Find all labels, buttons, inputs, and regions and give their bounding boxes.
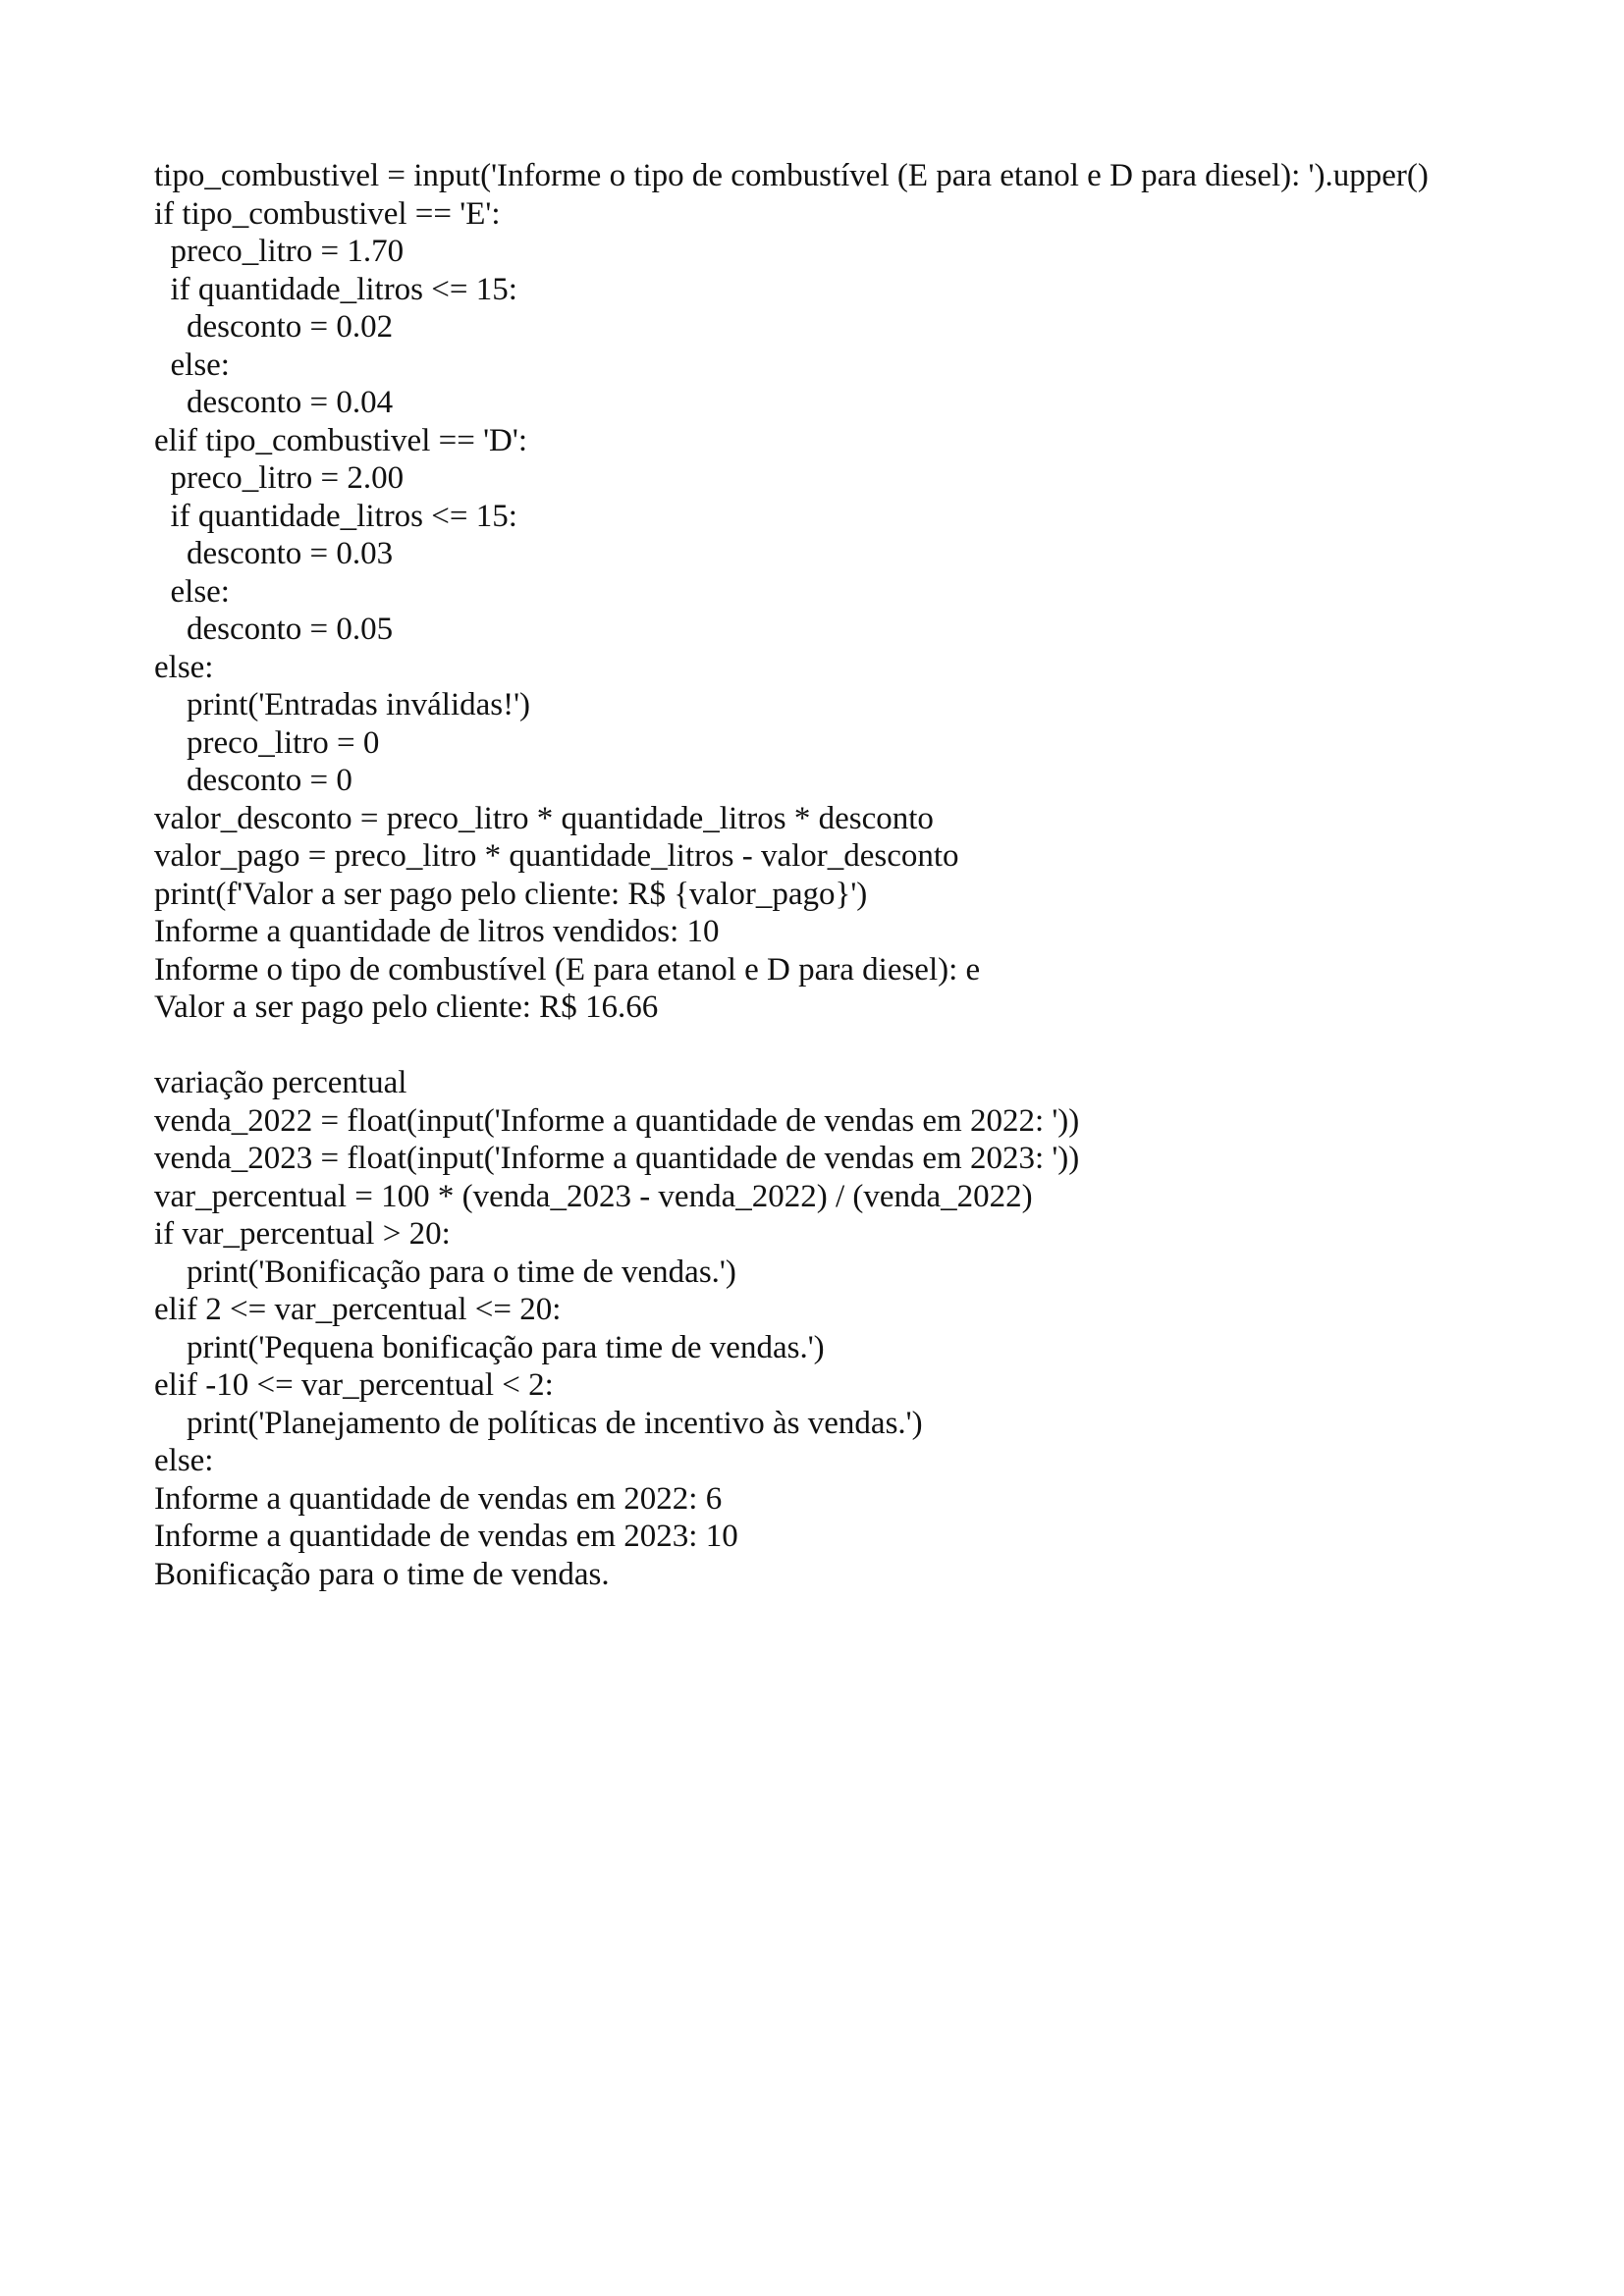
- text-line: Informe a quantidade de vendas em 2023: 10: [154, 1519, 738, 1554]
- text-line: desconto = 0.05: [154, 612, 394, 647]
- sales-code-section: [154, 1064, 1568, 1593]
- blank-line: [154, 1027, 1568, 1065]
- document-body: [154, 157, 1568, 1593]
- text-line: if tipo_combustivel == 'E':: [154, 195, 501, 232]
- text-line: print(f'Valor a ser pago pelo cliente: R$ {valor_pago}'): [154, 876, 868, 912]
- text-line: valor_desconto = preco_litro * quantidade_litros * desconto: [154, 800, 934, 836]
- text-line: var_percentual = 100 * (venda_2023 - venda_2022) / (venda_2022): [154, 1178, 1033, 1214]
- text-line: else:: [154, 573, 230, 610]
- text-line: desconto = 0: [154, 763, 352, 798]
- text-line: Informe o tipo de combustível (E para etanol e D para diesel): e: [154, 951, 981, 988]
- text-line: preco_litro = 0: [154, 724, 380, 761]
- text-line: desconto = 0.04: [154, 385, 394, 420]
- text-line: else:: [154, 1443, 214, 1478]
- text-line: preco_litro = 2.00: [154, 460, 405, 496]
- text-line: Valor a ser pago pelo cliente: R$ 16.66: [154, 989, 659, 1025]
- text-line: else:: [154, 649, 214, 685]
- text-line: elif tipo_combustivel == 'D':: [154, 422, 527, 458]
- text-line: if quantidade_litros <= 15:: [154, 271, 517, 307]
- text-line: print('Entradas inválidas!'): [154, 687, 531, 722]
- text-line: Informe a quantidade de litros vendidos: 10: [154, 914, 720, 949]
- text-line: venda_2022 = float(input('Informe a quantidade de vendas em 2022: ')): [154, 1102, 1080, 1139]
- text-line: venda_2023 = float(input('Informe a quantidade de vendas em 2023: ')): [154, 1141, 1080, 1176]
- text-line: preco_litro = 1.70: [154, 234, 405, 269]
- text-line: tipo_combustivel = input('Informe o tipo de combustível (E para etanol e D para diesel): ').upper(): [154, 158, 1429, 193]
- text-line: valor_pago = preco_litro * quantidade_litros - valor_desconto: [154, 838, 959, 874]
- fuel-code-section: [154, 157, 1568, 1027]
- text-line: print('Planejamento de políticas de incentivo às vendas.'): [154, 1405, 923, 1441]
- section-heading: variação percentual: [154, 1065, 407, 1100]
- text-line: elif -10 <= var_percentual < 2:: [154, 1367, 554, 1403]
- text-line: else:: [154, 347, 230, 383]
- text-line: if quantidade_litros <= 15:: [154, 498, 517, 534]
- text-line: print('Bonificação para o time de vendas.'): [154, 1254, 736, 1290]
- text-line: desconto = 0.02: [154, 309, 394, 345]
- text-line: if var_percentual > 20:: [154, 1216, 451, 1252]
- text-line: desconto = 0.03: [154, 536, 394, 571]
- text-line: elif 2 <= var_percentual <= 20:: [154, 1292, 562, 1327]
- text-line: Informe a quantidade de vendas em 2022: 6: [154, 1480, 723, 1517]
- text-line: print('Pequena bonificação para time de vendas.'): [154, 1329, 825, 1365]
- text-line: Bonificação para o time de vendas.: [154, 1556, 610, 1592]
